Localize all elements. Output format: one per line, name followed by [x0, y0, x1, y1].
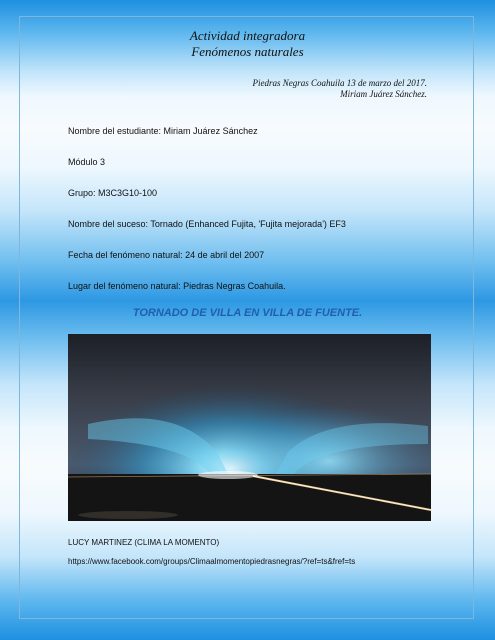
place-date: Piedras Negras Coahuila 13 de marzo del 2017.	[252, 78, 427, 88]
event-location-field: Lugar del fenómeno natural: Piedras Negras Coahuila.	[68, 281, 286, 291]
module-field: Módulo 3	[68, 157, 106, 167]
event-name-field: Nombre del suceso: Tornado (Enhanced Fujita, 'Fujita mejorada') EF3	[68, 219, 346, 229]
student-name-field: Nombre del estudiante: Miriam Juárez Sánchez	[68, 126, 258, 136]
event-date-field: Fecha del fenómeno natural: 24 de abril del 2007	[68, 250, 265, 260]
document-title: Actividad integradora	[189, 28, 306, 43]
author-name: Miriam Juárez Sánchez.	[340, 89, 427, 99]
photo-title: TORNADO DE VILLA EN VILLA DE FUENTE.	[132, 307, 363, 319]
photo-credit: LUCY MARTINEZ (CLIMA LA MOMENTO)	[68, 538, 220, 547]
source-link[interactable]: https://www.facebook.com/groups/Climaalmomentopiedrasnegras/?ref=ts&fref=ts	[68, 557, 356, 566]
document-subtitle: Fenómenos naturales	[191, 44, 304, 59]
tornado-photo	[68, 334, 431, 521]
group-field: Grupo: M3C3G10-100	[68, 188, 158, 198]
